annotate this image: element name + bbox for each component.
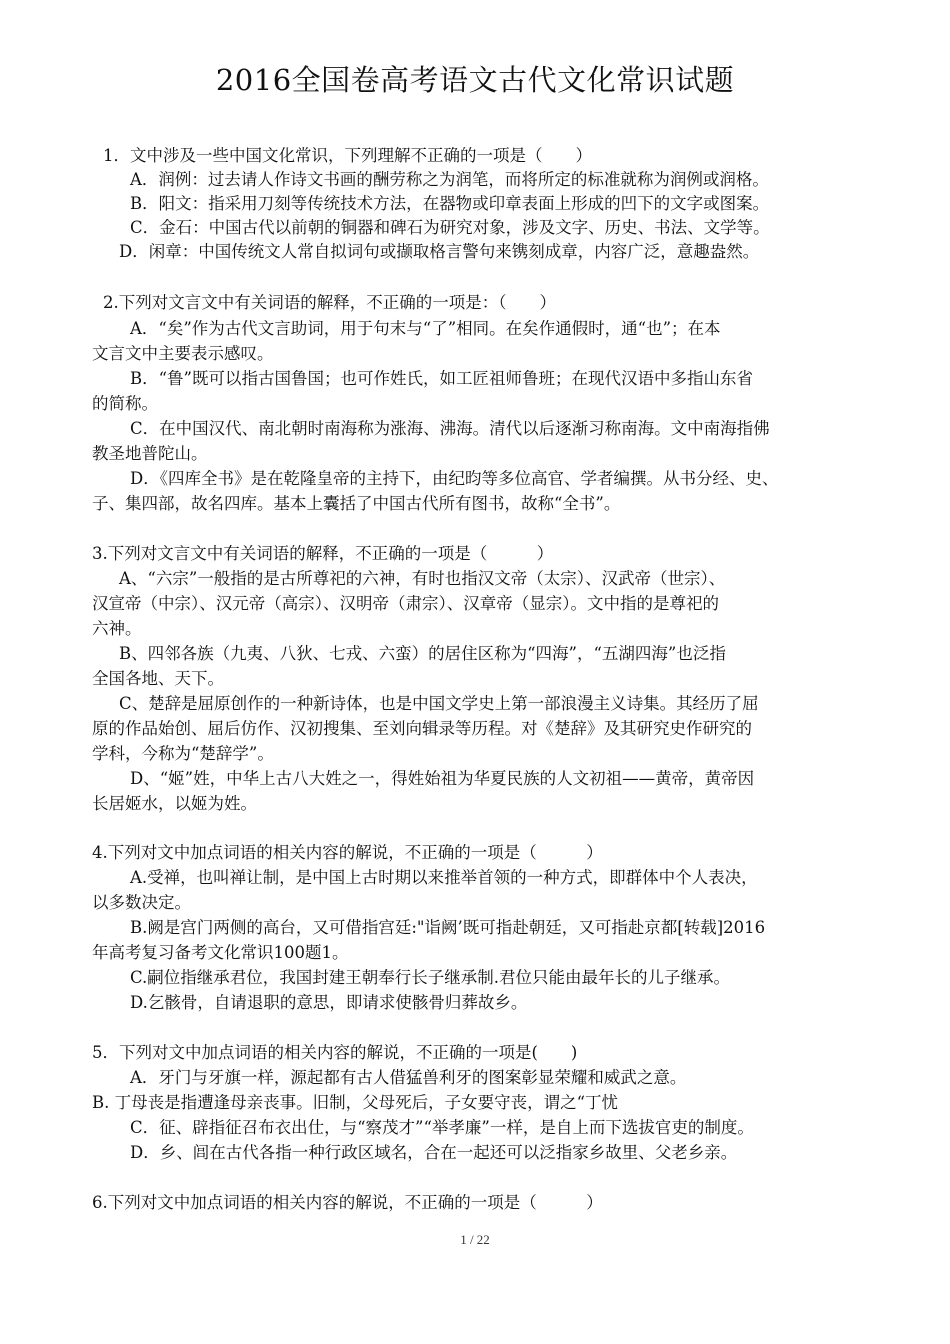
question-4-option-c: C.嗣位指继承君位，我国封建王朝奉行长子继承制.君位只能由最年长的儿子继承。 bbox=[130, 968, 731, 987]
question-3-option-d: D、“姬”姓，中华上古八大姓之一，得姓始祖为华夏民族的人文初祖——黄帝，黄帝因 bbox=[130, 769, 755, 788]
question-4-option-b-cont: 年高考复习备考文化常识100题1。 bbox=[92, 943, 349, 962]
question-5-option-b: B. 丁母丧是指遭逢母亲丧事。旧制，父母死后，子女要守丧，谓之“丁忧 bbox=[92, 1093, 619, 1112]
question-2-option-d-cont: 子、集四部，故名四库。基本上囊括了中国古代所有图书，故称“全书”。 bbox=[92, 494, 621, 513]
question-5-option-d: D．乡、闾在古代各指一种行政区域名，合在一起还可以泛指家乡故里、父老乡亲。 bbox=[130, 1143, 738, 1162]
question-2-stem: 2.下列对文言文中有关词语的解释，不正确的一项是：（ ） bbox=[103, 293, 556, 312]
question-2-option-c-cont: 教圣地普陀山。 bbox=[92, 444, 208, 463]
question-1-option-b: B．阳文：指采用刀刻等传统技术方法，在器物或印章表面上形成的凹下的文字或图案。 bbox=[130, 194, 770, 213]
question-5-option-c: C．征、辟指征召布衣出仕，与“察茂才”“举孝廉”一样，是自上而下选拔官吏的制度。 bbox=[130, 1118, 754, 1137]
question-2-option-d: D．《四库全书》是在乾隆皇帝的主持下，由纪昀等多位高官、学者编撰。从书分经、史、 bbox=[130, 469, 779, 488]
question-3-option-d-cont: 长居姬水，以姬为姓。 bbox=[92, 794, 257, 813]
question-1-option-c: C．金石：中国古代以前朝的铜器和碑石为研究对象，涉及文字、历史、书法、文学等。 bbox=[130, 218, 770, 237]
question-3-option-a-cont: 汉宣帝（中宗）、汉元帝（高宗）、汉明帝（肃宗）、汉章帝（显宗）。文中指的是尊祀的 bbox=[92, 594, 719, 613]
question-6-stem: 6.下列对文中加点词语的相关内容的解说，不正确的一项是（ ） bbox=[92, 1193, 603, 1212]
question-5-option-a: A．牙门与牙旗一样，源起都有古人借猛兽利牙的图案彰显荣耀和威武之意。 bbox=[130, 1068, 687, 1087]
question-3-option-c: C、楚辞是屈原创作的一种新诗体，也是中国文学史上第一部浪漫主义诗集。其经历了屈 bbox=[119, 694, 759, 713]
question-1-option-d: D．闲章：中国传统文人常自拟词句或撷取格言警句来镌刻成章，内容广泛，意趣盎然。 bbox=[119, 242, 760, 261]
question-3-option-c-cont: 原的作品始创、屈后仿作、汉初搜集、至刘向辑录等历程。对《楚辞》及其研究史作研究的 bbox=[92, 719, 752, 738]
question-2-option-a: A．“矣”作为古代文言助词，用于句末与“了”相同。在矣作通假时，通“也”；在本 bbox=[130, 319, 721, 338]
question-2-option-b: B．“鲁”既可以指古国鲁国；也可作姓氏，如工匠祖师鲁班；在现代汉语中多指山东省 bbox=[130, 369, 753, 388]
question-2-option-c: C．在中国汉代、南北朝时南海称为涨海、沸海。清代以后逐渐习称南海。文中南海指佛 bbox=[130, 419, 770, 438]
question-2-option-b-cont: 的简称。 bbox=[92, 394, 158, 413]
question-2-option-a-cont: 文言文中主要表示感叹。 bbox=[92, 344, 274, 363]
page-title: 2016全国卷高考语文古代文化常识试题 bbox=[215, 63, 735, 97]
question-4-option-a: A.受禅，也叫禅让制，是中国上古时期以来推举首领的一种方式，即群体中个人表决， bbox=[130, 868, 758, 887]
question-3-stem: 3.下列对文言文中有关词语的解释，不正确的一项是（ ） bbox=[92, 544, 554, 563]
question-3-option-a: A、“六宗”一般指的是古所尊祀的六神，有时也指汉文帝（太宗）、汉武帝（世宗）、 bbox=[119, 569, 726, 588]
question-4-option-b: B.阙是宫门两侧的高台，又可借指宫廷:"诣阙’既可指赴朝廷，又可指赴京都[转载]2016 bbox=[130, 918, 766, 937]
question-1-stem: 1．文中涉及一些中国文化常识，下列理解不正确的一项是（ ） bbox=[103, 146, 592, 165]
question-3-option-c-cont-2: 学科，今称为“楚辞学”。 bbox=[92, 744, 274, 763]
question-4-stem: 4.下列对文中加点词语的相关内容的解说，不正确的一项是（ ） bbox=[92, 843, 603, 862]
question-4-option-a-cont: 以多数决定。 bbox=[92, 893, 191, 912]
question-3-option-a-cont-2: 六神。 bbox=[92, 619, 142, 638]
question-4-option-d: D.乞骸骨，自请退职的意思，即请求使骸骨归葬故乡。 bbox=[130, 993, 528, 1012]
question-1-option-a: A．润例：过去请人作诗文书画的酬劳称之为润笔，而将所定的标准就称为润例或润格。 bbox=[130, 170, 769, 189]
question-5-stem: 5．下列对文中加点词语的相关内容的解说，不正确的一项是( ) bbox=[92, 1043, 578, 1062]
page-number: 1 / 22 bbox=[460, 1232, 490, 1247]
question-3-option-b: B、四邻各族（九夷、八狄、七戎、六蛮）的居住区称为“四海”，“五湖四海”也泛指 bbox=[119, 644, 726, 663]
question-3-option-b-cont: 全国各地、天下。 bbox=[92, 669, 224, 688]
